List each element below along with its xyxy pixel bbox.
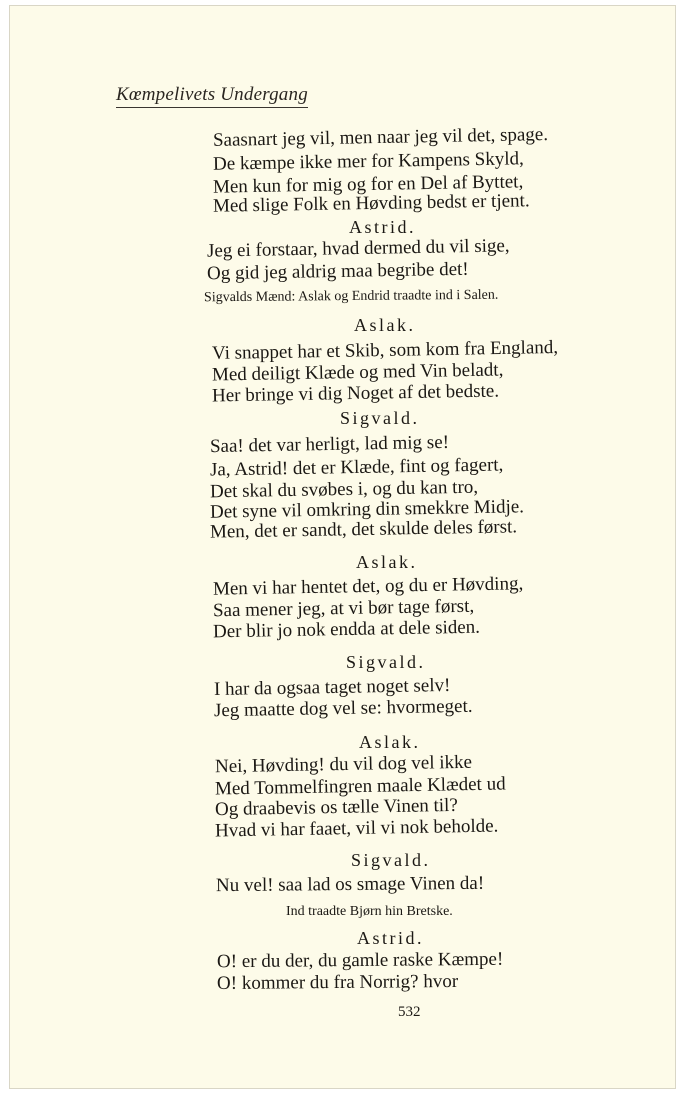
speaker-name: Sigvald.: [351, 850, 431, 870]
verse-line: Med deiligt Klæde og med Vin beladt,: [211, 359, 504, 386]
verse-line: Der blir jo nok endda at dele siden.: [212, 616, 481, 643]
verse-line: Jeg maatte dog vel se: hvormeget.: [213, 695, 473, 722]
verse-line: Det syne vil omkring din smekkre Midje.: [209, 496, 525, 523]
running-head: Kœmpelivets Undergang: [116, 84, 308, 108]
verse-line: Med Tommelfingren maale Klædet ud: [214, 773, 506, 800]
verse-line: Vi snappet har et Skib, som kom fra England,: [211, 336, 559, 365]
verse-line: De kæmpe ikke mer for Kampens Skyld,: [212, 148, 524, 175]
speaker-name: Aslak.: [356, 552, 418, 572]
verse-line: Her bringe vi dig Noget af det bedste.: [211, 380, 500, 407]
verse-line: I har da ogsaa taget noget selv!: [213, 674, 451, 701]
verse-line: Jeg ei forstaar, hvad dermed du vil sige,: [206, 235, 510, 262]
verse-line: Nei, Høvding! du vil dog vel ikke: [214, 751, 473, 778]
stage-direction: Ind traadte Bjørn hin Bretske.: [286, 904, 453, 919]
verse-line: Saasnart jeg vil, men naar jeg vil det, spage.: [212, 124, 549, 151]
page-number: 532: [398, 1004, 421, 1020]
verse-line: O! kommer du fra Norrig? hvor: [216, 970, 459, 995]
speaker-name: Sigvald.: [346, 652, 426, 672]
verse-line: Nu vel! saa lad os smage Vinen da!: [215, 872, 485, 897]
verse-line: Med slige Folk en Høvding bedst er tjent.: [212, 190, 530, 217]
stage-direction: Sigvalds Mænd: Aslak og Endrid traadte ind i Salen.: [203, 287, 499, 306]
verse-line: Saa mener jeg, at vi bør tage først,: [212, 595, 475, 622]
verse-line: Men, det er sandt, det skulde deles først.: [209, 516, 518, 543]
verse-line: Hvad vi har faaet, vil vi nok beholde.: [214, 815, 499, 842]
verse-line: Men kun for mig og for en Del af Byttet,: [212, 171, 524, 198]
verse-line: Men vi har hentet det, og du er Høvding,: [212, 573, 524, 600]
verse-line: Det skal du svøbes i, og du kan tro,: [209, 476, 479, 503]
speaker-name: Sigvald.: [340, 408, 420, 428]
speaker-name: Astrid.: [357, 928, 424, 948]
speaker-name: Astrid.: [349, 217, 416, 237]
speaker-name: Aslak.: [354, 315, 416, 335]
verse-line: O! er du der, du gamle raske Kæmpe!: [216, 948, 504, 973]
verse-line: Og gid jeg aldrig maa begribe det!: [206, 258, 469, 285]
verse-line: Ja, Astrid! det er Klæde, fint og fagert,: [209, 454, 504, 481]
verse-line: Saa! det var herligt, lad mig se!: [209, 431, 450, 458]
verse-line: Og draabevis os tælle Vinen til?: [214, 794, 458, 821]
book-page: [9, 5, 676, 1089]
speaker-name: Aslak.: [359, 732, 421, 752]
